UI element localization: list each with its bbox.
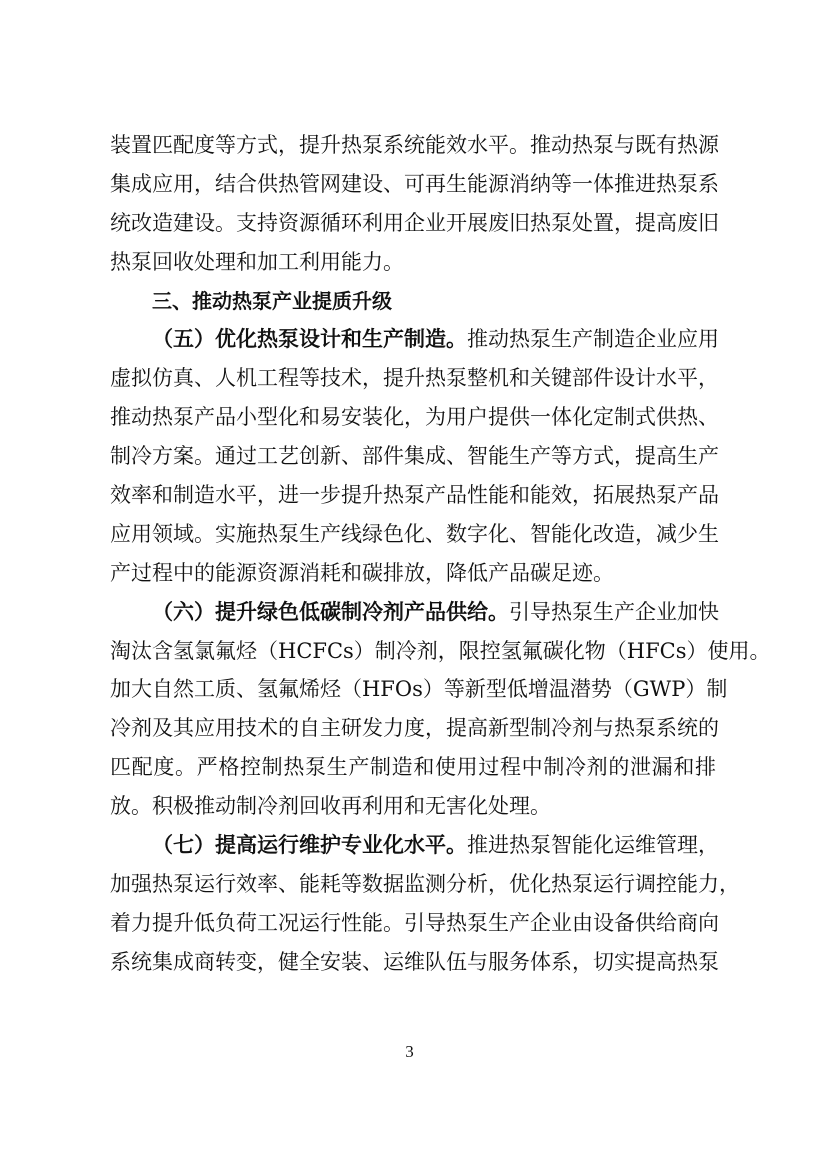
text-line [110, 826, 719, 865]
section-heading: 三、推动热泵产业提质升级 [152, 288, 392, 313]
text-line: 系统集成商转变，健全安装、运维队伍与服务体系，切实提高热泵 [110, 949, 719, 974]
text-line: 应用领域。实施热泵生产线绿色化、数字化、智能化改造，减少生 [110, 521, 719, 546]
text-line: 装置匹配度等方式，提升热泵系统能效水平。推动热泵与既有热源 [110, 133, 719, 157]
text-line: 集成应用，结合供热管网建设、可再生能源消纳等一体推进热泵系 [110, 171, 719, 196]
item-title: （七）提高运行维护专业化水平。 [152, 832, 467, 858]
text-line: 效率和制造水平，进一步提升热泵产品性能和能效，拓展热泵产品 [110, 483, 719, 508]
text-line: 加强热泵运行效率、能耗等数据监测分析，优化热泵运行调控能力， [110, 871, 740, 896]
page-number: 3 [405, 1042, 414, 1061]
item-text: 引导热泵生产企业加快 [509, 599, 719, 624]
text-line: 冷剂及其应用技术的自主研发力度，提高新型制冷剂与热泵系统的 [110, 716, 719, 741]
text-line: 加大自然工质、氢氟烯烃（HFOs）等新型低增温潜势（GWP）制 [110, 677, 728, 702]
text-line: 淘汰含氢氯氟烃（HCFCs）制冷剂，限控氢氟碳化物（HFCs）使用。 [110, 638, 771, 663]
paragraph-item-6 [110, 593, 771, 826]
text-line: 产过程中的能源资源消耗和碳排放，降低产品碳足迹。 [110, 560, 614, 585]
text-line [110, 593, 719, 632]
item-title: （五）优化热泵设计和生产制造。 [152, 326, 467, 352]
paragraph-item-5 [110, 320, 719, 592]
text-line: 制冷方案。通过工艺创新、部件集成、智能生产等方式，提高生产 [110, 444, 719, 469]
text-line [110, 320, 719, 359]
item-text: 推进热泵智能化运维管理， [467, 833, 719, 858]
paragraph-continuation [110, 126, 719, 282]
paragraph-item-7 [110, 826, 740, 982]
text-line: 着力提升低负荷工况运行性能。引导热泵生产企业由设备供给商向 [110, 910, 719, 935]
text-line: 匹配度。严格控制热泵生产制造和使用过程中制冷剂的泄漏和排 [110, 755, 716, 780]
text-line: 虚拟仿真、人机工程等技术，提升热泵整机和关键部件设计水平， [110, 366, 719, 391]
document-body [110, 126, 771, 982]
text-line: 放。积极推动制冷剂回收再利用和无害化处理。 [110, 794, 551, 819]
text-line: 统改造建设。支持资源循环利用企业开展废旧热泵处置，提高废旧 [110, 210, 719, 235]
text-line: 推动热泵产品小型化和易安装化，为用户提供一体化定制式供热、 [110, 405, 719, 430]
item-title: （六）提升绿色低碳制冷剂产品供给。 [152, 598, 509, 624]
text-line: 热泵回收处理和加工利用能力。 [110, 249, 404, 274]
item-text: 推动热泵生产制造企业应用 [467, 327, 719, 352]
